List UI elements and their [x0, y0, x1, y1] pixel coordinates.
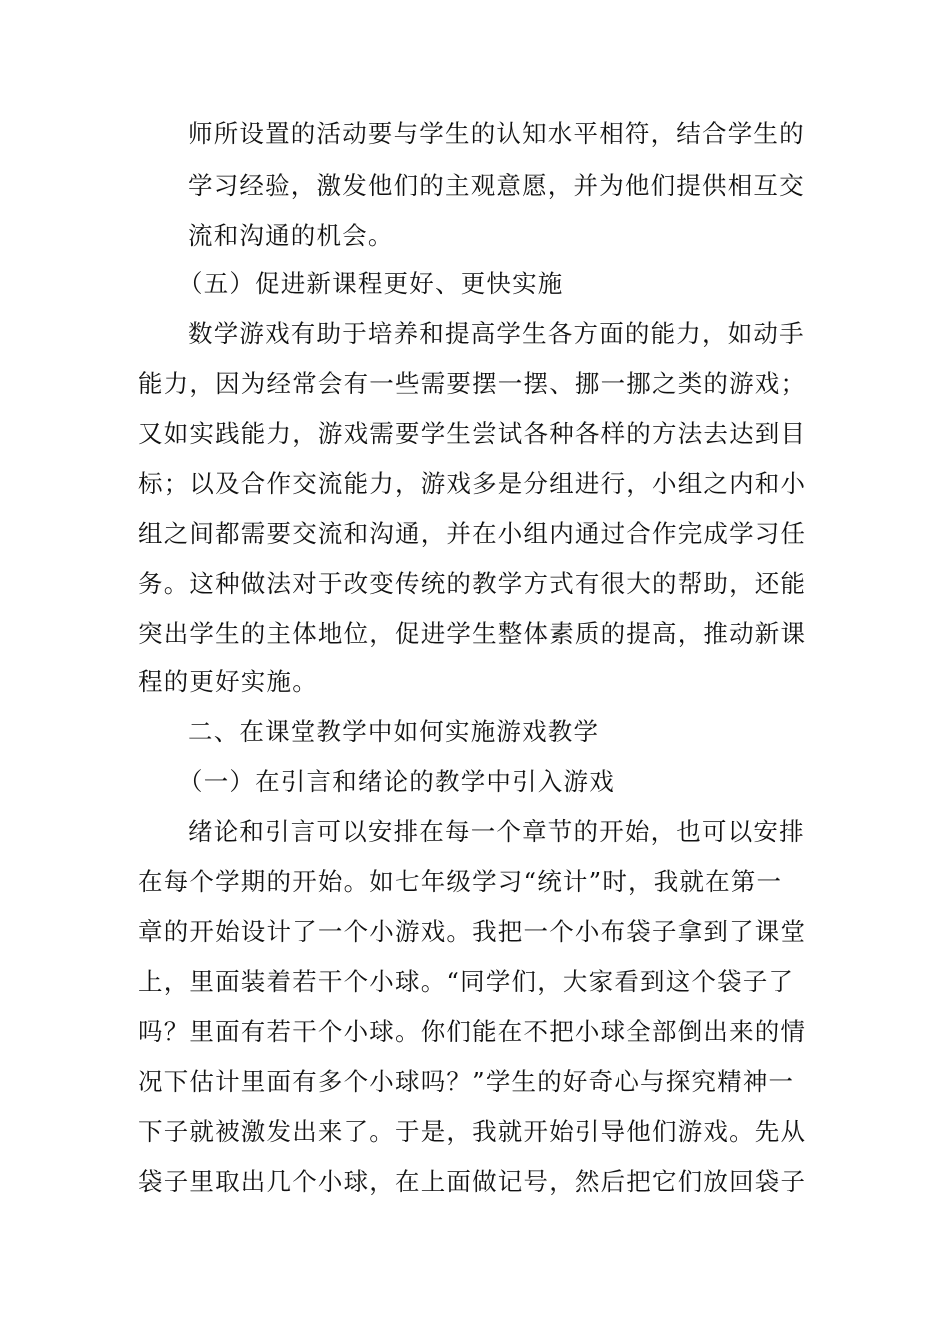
paragraph-line: 能力，因为经常会有一些需要摆一摆、挪一挪之类的游戏；	[138, 369, 807, 398]
paragraph-line: 师所设置的活动要与学生的认知水平相符，结合学生的	[188, 119, 805, 148]
paragraph-line: 突出学生的主体地位，促进学生整体素质的提高，推动新课	[138, 619, 807, 648]
paragraph-line: 标；以及合作交流能力，游戏多是分组进行，小组之内和小	[138, 469, 807, 498]
section-heading: （五）促进新课程更好、更快实施	[178, 269, 564, 298]
paragraph-line: 程的更好实施。	[138, 667, 318, 696]
paragraph-line: 上，里面装着若干个小球。“同学们，大家看到这个袋子了	[138, 967, 795, 996]
subsection-heading: （一）在引言和绪论的教学中引入游戏	[178, 767, 615, 796]
paragraph-line: 在每个学期的开始。如七年级学习“统计”时，我就在第一	[138, 867, 783, 896]
paragraph-line: 章的开始设计了一个小游戏。我把一个小布袋子拿到了课堂	[138, 917, 807, 946]
paragraph-line: 数学游戏有助于培养和提高学生各方面的能力，如动手	[188, 319, 805, 348]
paragraph-line: 组之间都需要交流和沟通，并在小组内通过合作完成学习任	[138, 519, 807, 548]
paragraph-line: 吗？里面有若干个小球。你们能在不把小球全部倒出来的情	[138, 1017, 807, 1046]
section-heading: 二、在课堂教学中如何实施游戏教学	[188, 717, 600, 746]
paragraph-line: 下子就被激发出来了。于是，我就开始引导他们游戏。先从	[138, 1117, 807, 1146]
paragraph-line: 又如实践能力，游戏需要学生尝试各种各样的方法去达到目	[138, 419, 807, 448]
paragraph-line: 流和沟通的机会。	[188, 221, 394, 250]
paragraph-line: 学习经验，激发他们的主观意愿，并为他们提供相互交	[188, 171, 805, 200]
paragraph-line: 况下估计里面有多个小球吗？”学生的好奇心与探究精神一	[138, 1067, 795, 1096]
paragraph-line: 袋子里取出几个小球，在上面做记号，然后把它们放回袋子	[138, 1167, 807, 1196]
paragraph-line: 务。这种做法对于改变传统的教学方式有很大的帮助，还能	[138, 569, 807, 598]
paragraph-line: 绪论和引言可以安排在每一个章节的开始，也可以安排	[188, 817, 805, 846]
